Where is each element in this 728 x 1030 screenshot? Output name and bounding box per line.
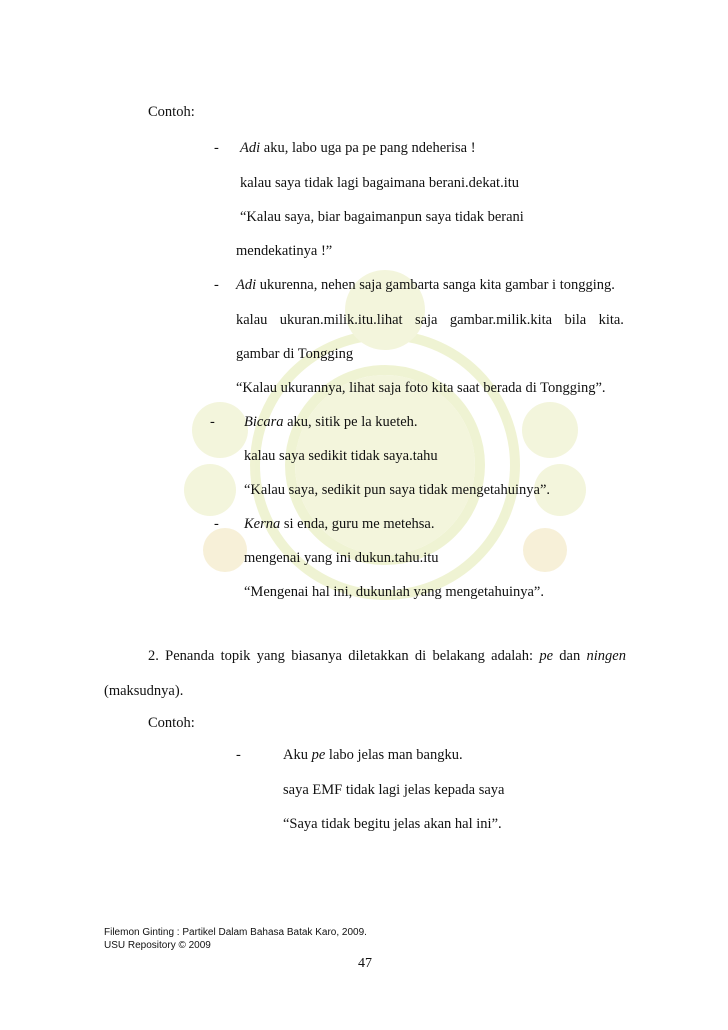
sentence-part: Aku (283, 747, 312, 763)
translation-line: “Saya tidak begitu jelas akan hal ini”. (283, 816, 502, 832)
paragraph-word: Penanda (165, 648, 215, 664)
footer-citation: Filemon Ginting : Partikel Dalam Bahasa Batak Karo, 2009. (104, 927, 367, 938)
paragraph-word: yang (256, 648, 285, 664)
translation-line: “Mengenai hal ini, dukunlah yang mengetahuinya”. (244, 584, 544, 600)
example-sentence (244, 515, 434, 533)
paragraph-word: belakang (432, 648, 485, 664)
gloss-word: gambar.milik.kita (449, 312, 553, 328)
paragraph-word: diletakkan (348, 648, 409, 664)
sentence-rest: si enda, guru me metehsa. (280, 516, 435, 532)
focus-word: Adi (236, 277, 257, 293)
paragraph-word: biasanya (291, 648, 342, 664)
focus-word: Bicara (244, 414, 284, 430)
focus-word: Kerna (244, 516, 281, 532)
gloss-word: ukuran.milik.itu.lihat (279, 312, 403, 328)
paragraph-word: di (414, 648, 427, 664)
paragraph-word: 2. (148, 648, 159, 664)
gloss-word: saja (414, 312, 438, 328)
gloss-word: kita. (598, 312, 624, 328)
example-sentence (240, 139, 476, 157)
example-sentence (236, 276, 615, 294)
bullet-dash: - (214, 277, 219, 293)
topic-marker-pe: pe (539, 648, 553, 664)
focus-word: pe (311, 747, 326, 763)
footer-repository: USU Repository © 2009 (104, 940, 211, 951)
sentence-rest: aku, sitik pe la kueteh. (283, 414, 418, 430)
paragraph-word: dan (559, 648, 581, 664)
gloss-line: gambar di Tongging (236, 346, 354, 362)
bullet-dash: - (210, 414, 215, 430)
paragraph-point-2 (148, 647, 626, 665)
page-number: 47 (358, 956, 372, 971)
bullet-dash: - (214, 516, 219, 532)
gloss-line: mengenai yang ini dukun.tahu.itu (244, 550, 439, 566)
sentence-part: labo jelas man bangku. (325, 747, 463, 763)
focus-word: Adi (240, 140, 261, 156)
example-sentence (283, 746, 463, 764)
gloss-word: kalau (236, 312, 268, 328)
bullet-dash: - (236, 747, 241, 763)
contoh-label: Contoh: (148, 715, 195, 731)
translation-line: “Kalau saya, biar bagaimanpun saya tidak berani (240, 209, 524, 225)
contoh-label: Contoh: (148, 104, 195, 120)
sentence-rest: aku, labo uga pa pe pang ndeherisa ! (260, 140, 476, 156)
paragraph-continuation: (maksudnya). (104, 683, 184, 699)
example-sentence (244, 413, 418, 431)
gloss-word: bila (564, 312, 587, 328)
translation-line: mendekatinya !” (236, 243, 333, 259)
topic-marker-ningen: ningen (586, 648, 626, 664)
sentence-rest: ukurenna, nehen saja gambarta sanga kita gambar i tongging. (256, 277, 615, 293)
bullet-dash: - (214, 140, 219, 156)
paragraph-word: adalah: (491, 648, 534, 664)
translation-line: “Kalau ukurannya, lihat saja foto kita saat berada di Tongging”. (236, 380, 606, 396)
gloss-line: kalau saya sedikit tidak saya.tahu (244, 448, 438, 464)
paragraph-word: topik (220, 648, 251, 664)
gloss-line: saya EMF tidak lagi jelas kepada saya (283, 782, 505, 798)
gloss-line: kalau saya tidak lagi bagaimana berani.dekat.itu (240, 175, 520, 191)
gloss-line-justified (236, 311, 624, 329)
translation-line: “Kalau saya, sedikit pun saya tidak mengetahuinya”. (244, 482, 551, 498)
